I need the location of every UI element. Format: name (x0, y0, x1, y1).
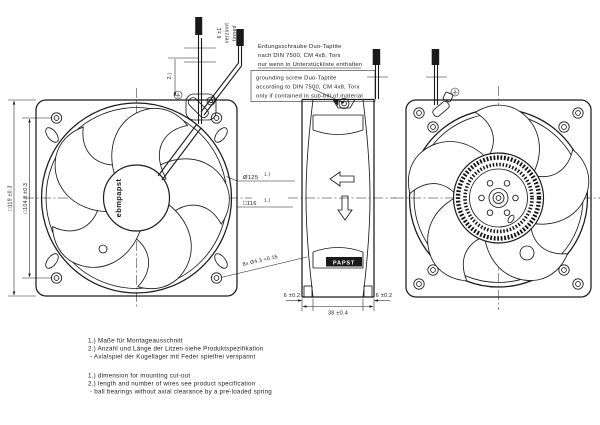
dim-depth: 38 ±0.4 (327, 310, 349, 317)
mounting-hole (414, 108, 424, 118)
rear-view (394, 49, 600, 310)
hub-logo: ebmpapst (113, 178, 123, 218)
corner-slot (212, 126, 230, 145)
dim-wire-ref: 2.) (167, 72, 173, 80)
front-view (24, 17, 252, 308)
mounting-hole (51, 273, 61, 283)
dim-mounting-holes: 8x Ø4.3 +0.15 (242, 254, 279, 268)
label-tinned: tinned (232, 25, 238, 41)
grounding-note-en-line2: according to DIN 7500, CM 4x8, Torx (256, 84, 360, 91)
note-ref-1: 1.) (264, 198, 271, 204)
airflow-arrow-icon (330, 172, 354, 186)
notes-english (88, 373, 272, 396)
dim-flange-right: 6 ±0.2 (375, 293, 393, 299)
dim-tinned-length: 6 ±1 (217, 27, 223, 39)
grounding-note-de-line3: nur wenn in Unterstückliste enthalten (258, 62, 363, 68)
mounting-hole (428, 122, 438, 132)
mounting-hole (211, 273, 221, 283)
tinned-wire-end (432, 49, 440, 65)
impeller-section (313, 115, 363, 268)
mounting-hole (51, 113, 61, 123)
dim-hole-spacing: □104.8 ±0.3 (23, 182, 29, 214)
flange-foot (364, 286, 372, 297)
lead-wires-side (367, 49, 388, 99)
label-verzinnt: verzinnt (224, 22, 231, 44)
lead-wires-front (158, 17, 244, 180)
leader-dot (341, 101, 344, 104)
corner-slot (43, 126, 61, 145)
grounding-note-en-line1: grounding screw Duo-Taptite (256, 75, 337, 82)
grounding-note-de-line2: nach DIN 7500, CM 4x8, Torx (258, 53, 341, 59)
corner-slot (43, 252, 61, 271)
note-en-1: 1.) dimension for mounting cut-out (88, 372, 191, 380)
grounding-note (251, 44, 375, 104)
mounting-hole (573, 279, 583, 289)
dim-frame-size: □119 ±0.3 (7, 185, 14, 211)
grounding-note-en-line3: only if contained in sub-bill of material (256, 93, 363, 100)
dim-cutout-circle: Ø125 (243, 175, 259, 181)
dim-cutout-square: □116 (243, 201, 257, 207)
tinned-wire-end (373, 49, 381, 65)
tinned-wire-end (195, 17, 202, 35)
note-de-3: - Axialspiel der Kugellager mit Feder spielfrei verspannt (90, 353, 256, 361)
dim-flange-left: 6 ±0.2 (283, 293, 301, 299)
grounding-note-de-line1: Erdungsschraube Duo-Taptite (258, 44, 342, 50)
corner-slot (212, 252, 230, 271)
ground-symbol-icon (451, 88, 459, 96)
rotor-rear-face (454, 153, 544, 243)
housing-brand: PAPST (332, 260, 356, 267)
mounting-hole (573, 108, 583, 118)
note-en-3: - ball bearings without axial clearance by a pre-loaded spring (90, 388, 272, 396)
note-en-2: 2.) length and number of wires see product specification (88, 380, 256, 388)
notes-german (88, 338, 264, 361)
rotation-arrow-icon (338, 196, 352, 220)
note-de-1: 1.) Maße für Montageausschnitt (88, 337, 183, 345)
mounting-hole (414, 279, 424, 289)
flange-foot (304, 286, 312, 297)
note-de-2: 2.) Anzahl und Länge der Litzen siehe Produktspezifikation (88, 345, 264, 353)
mounting-hole (559, 122, 569, 132)
note-ref-1: 1.) (264, 172, 271, 178)
